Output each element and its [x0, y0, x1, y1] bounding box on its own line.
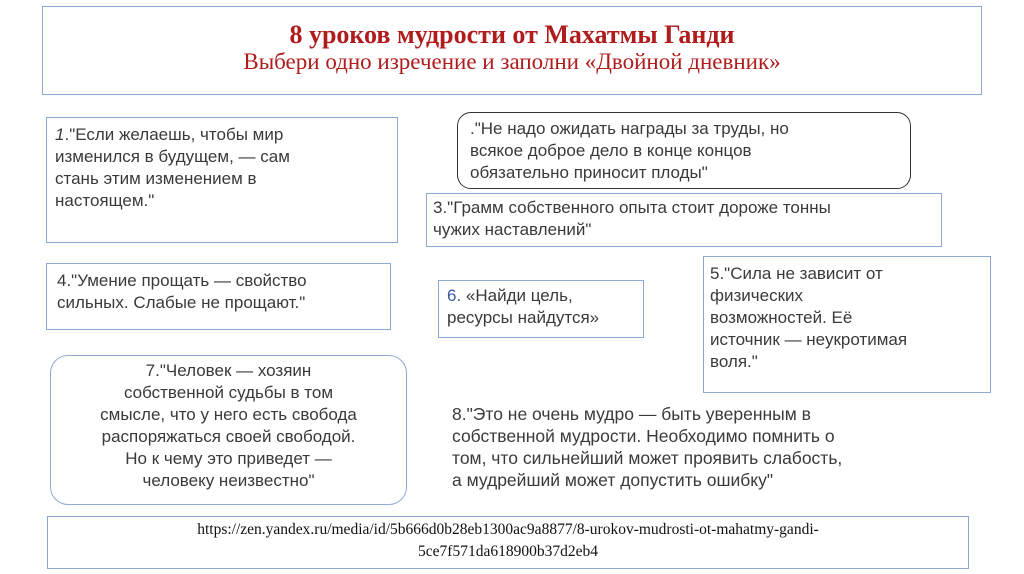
quote-4-text: 4."Умение прощать — свойство сильных. Слабые не прощают."	[57, 271, 307, 312]
quote-6-number: 6.	[447, 286, 462, 305]
quote-5-box	[703, 256, 991, 393]
quote-unnumbered-text: ."Не надо ожидать награды за труды, но всякое доброе дело в конце концов обязательно приносит плоды"	[470, 119, 789, 182]
page-subtitle: Выбери одно изречение и заполни «Двойной дневник»	[243, 49, 781, 74]
quote-8-text: 8."Это не очень мудро — быть уверенным в собственной мудрости. Необходимо помнить о том, что сильнейший может проявить слабость, а мудрейший может допустить ошибку"	[452, 404, 843, 490]
quote-3-text: 3."Грамм собственного опыта стоит дороже тонны чужих наставлений"	[433, 198, 831, 239]
quote-1-box	[46, 117, 398, 243]
quote-8-box	[446, 398, 986, 498]
source-url[interactable]: https://zen.yandex.ru/media/id/5b666d0b28eb1300ac9a8877/8-urokov-mudrosti-ot-mahatmy-gandi- 5ce7f571da618900b37d2eb4	[197, 521, 819, 560]
quote-1-number: 1	[55, 125, 65, 144]
quote-5-text: 5."Сила не зависит от физических возможностей. Её источник — неукротимая воля."	[710, 264, 908, 371]
quote-1-text	[55, 124, 389, 212]
quote-1-body: ."Если желаешь, чтобы мир изменился в будущем, — сам стань этим изменением в настоящем."	[55, 125, 290, 210]
title-box	[42, 6, 982, 95]
quote-unnumbered-box	[457, 112, 911, 189]
quote-3-box	[426, 193, 942, 247]
page-title: 8 уроков мудрости от Махатмы Ганди	[289, 20, 735, 49]
quote-6-box	[438, 280, 644, 338]
source-box	[47, 516, 969, 569]
quote-7-box	[50, 355, 407, 505]
quote-7-text: 7."Человек — хозяин собственной судьбы в том смысле, что у него есть свобода распоряжаться своей свободой. Но к чему это приведет — человеку неизвестно"	[100, 361, 357, 490]
quote-6-text	[447, 285, 637, 329]
quote-4-box	[46, 263, 391, 330]
quote-6-body: «Найди цель, ресурсы найдутся»	[447, 286, 600, 327]
